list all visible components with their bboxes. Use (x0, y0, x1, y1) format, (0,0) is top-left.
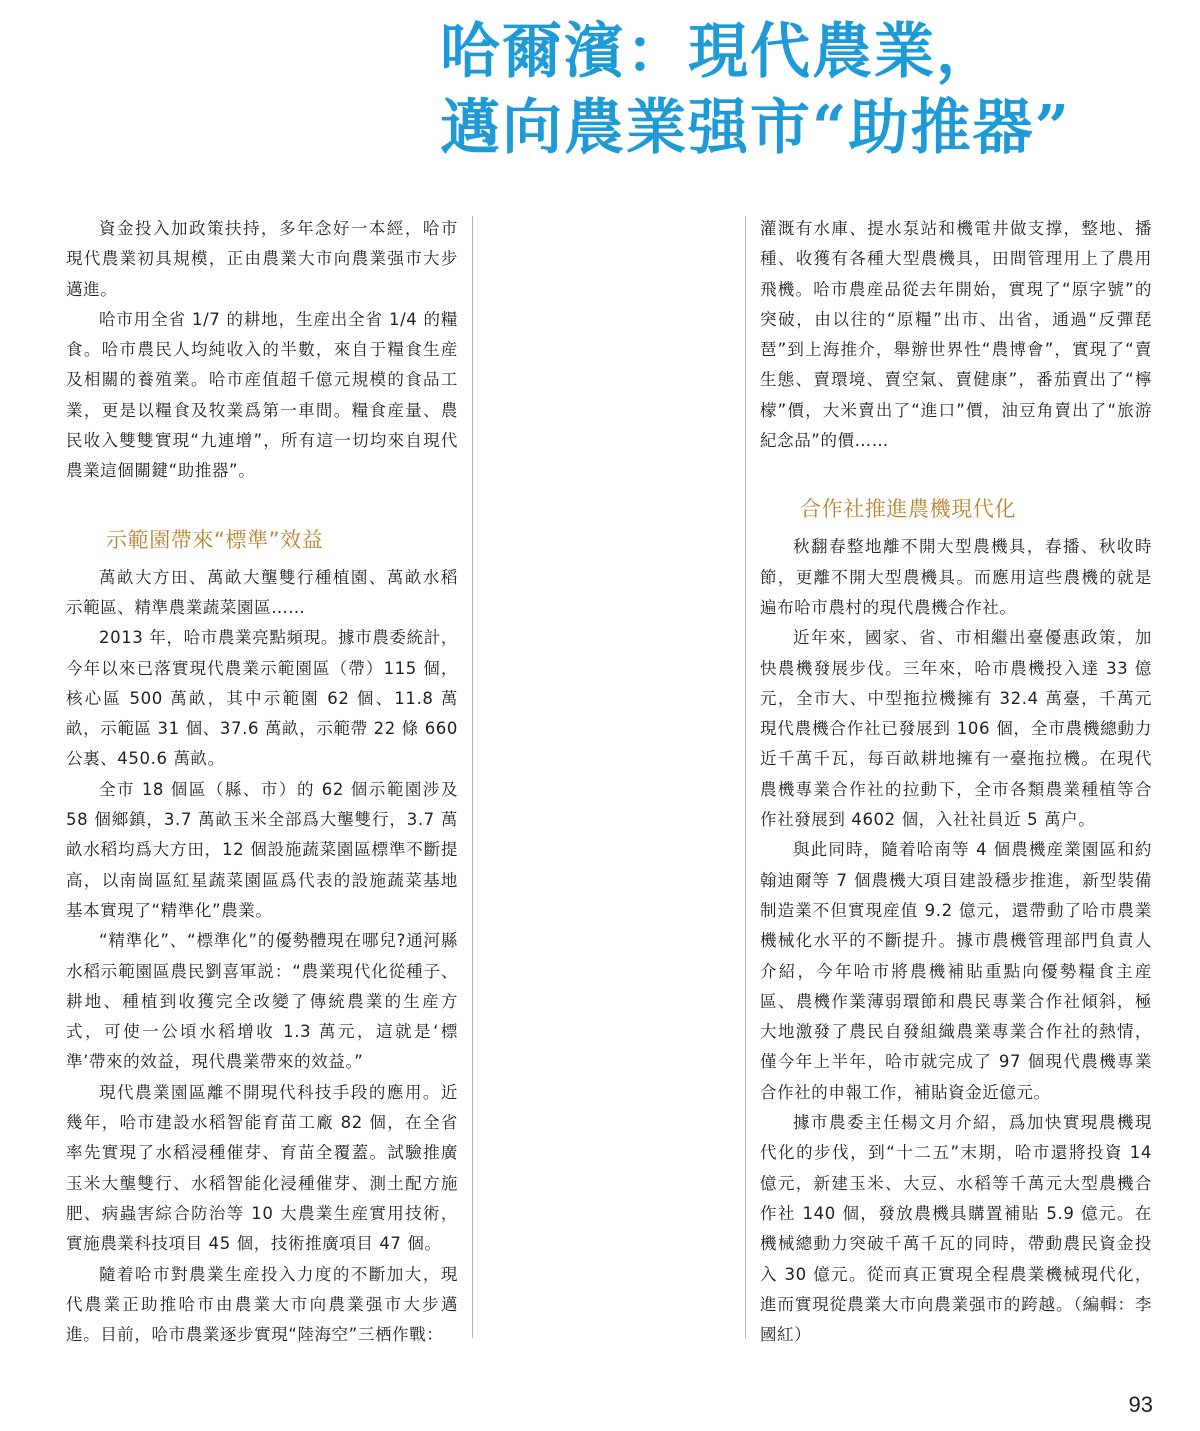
paragraph: 近年來，國家、省、市相繼出臺優惠政策，加快農機發展步伐。三年來，哈市農機投入達 33 億元，全市大、中型拖拉機擁有 32.4 萬臺，千萬元現代農機合作社已發展到 106 個，全市農機總動力近千萬千瓦，每百畝耕地擁有一臺拖拉機。在現代農機專業合作社的拉動下，全市各類農業種植等合作社發展到 4602 個，入社社員近 5 萬户。 (760, 628, 1152, 830)
paragraph: 2013 年，哈市農業亮點頻現。據市農委統計，今年以來已落實現代農業示範園區（帶）115 個，核心區 500 萬畝，其中示範園 62 個、11.8 萬畝，示範區 31 個、37.6 萬畝，示範帶 22 條 660 公裏、450.6 萬畝。 (66, 628, 458, 769)
article-column-left (66, 214, 458, 1350)
paragraph: 與此同時，隨着哈南等 4 個農機産業園區和約翰迪爾等 7 個農機大項目建設穩步推進，新型裝備制造業不但實現産值 9.2 億元，還帶動了哈市農業機械化水平的不斷提升。據市農機管理部門負責人介紹，今年哈市將農機補貼重點向優勢糧食主産區、農機作業薄弱環節和農民專業合作社傾斜，極大地激發了農民自發組織農業專業合作社的熱情，僅今年上半年，哈市就完成了 97 個現代農機專業合作社的申報工作，補貼資金近億元。 (760, 840, 1152, 1102)
paragraph: 秋翻春整地離不開大型農機具，春播、秋收時節，更離不開大型農機具。而應用這些農機的就是遍布哈市農村的現代農機合作社。 (760, 537, 1152, 617)
paragraph: 全市 18 個區（縣、市）的 62 個示範園涉及 58 個鄉鎮，3.7 萬畝玉米全部爲大壟雙行，3.7 萬畝水稻均爲大方田，12 個設施蔬菜園區標準不斷提高，以南崗區紅星蔬菜園區爲代表的設施蔬菜基地基本實現了“精準化”農業。 (66, 779, 458, 920)
title-line-2: 邁向農業强市“助推器” (440, 93, 1072, 163)
paragraph: 現代農業園區離不開現代科技手段的應用。近幾年，哈市建設水稻智能育苗工廠 82 個，在全省率先實現了水稻浸種催芽、育苗全覆蓋。試驗推廣玉米大壟雙行、水稻智能化浸種催芽、測土配方施肥、病蟲害綜合防治等 10 大農業生産實用技術，實施農業科技項目 45 個，技術推廣項目 47 個。 (66, 1082, 458, 1254)
paragraph: 資金投入加政策扶持，多年念好一本經，哈市現代農業初具規模，正由農業大市向農業强市大步邁進。 (66, 219, 458, 299)
title-line-1: 哈爾濱：現代農業， (440, 17, 998, 87)
column-divider-left (472, 216, 473, 1338)
column-divider-right (745, 216, 746, 1338)
article-column-right (760, 214, 1152, 1350)
paragraph: 隨着哈市對農業生産投入力度的不斷加大，現代農業正助推哈市由農業大市向農業强市大步邁進。目前，哈市農業逐步實現“陸海空”三栖作戰： (66, 1264, 458, 1345)
section-heading-demo-parks: 示範園帶來“標準”效益 (106, 527, 324, 552)
paragraph: 萬畝大方田、萬畝大壟雙行種植園、萬畝水稻示範區、精準農業蔬菜園區…… (66, 567, 458, 617)
paragraph: 哈市用全省 1/7 的耕地，生産出全省 1/4 的糧食。哈市農民人均純收入的半數，來自于糧食生産及相關的養殖業。哈市産值超千億元規模的食品工業，更是以糧食及牧業爲第一車間。糧食産量、農民收入雙雙實現“九連增”，所有這一切均來自現代農業這個關鍵“助推器”。 (66, 309, 458, 481)
paragraph: 據市農委主任楊文月介紹，爲加快實現農機現代化的步伐，到“十二五”末期，哈市還將投資 14 億元，新建玉米、大豆、水稻等千萬元大型農機合作社 140 個，發放農機具購置補貼 5.9 億元。在機械總動力突破千萬千瓦的同時，帶動農民資金投入 30 億元。從而真正實現全程農業機械現代化，進而實現從農業大市向農業强市的跨越。（編輯：李國紅） (760, 1113, 1152, 1345)
paragraph: “精準化”、“標準化”的優勢體現在哪兒?通河縣水稻示範園區農民劉喜軍説：“農業現代化從種子、耕地、種植到收獲完全改變了傳統農業的生産方式，可使一公頃水稻增收 1.3 萬元，這就是‘標準’帶來的效益，現代農業帶來的效益。” (66, 931, 458, 1072)
article-title (440, 14, 1180, 166)
page-number: 93 (1128, 1392, 1153, 1417)
section-heading-cooperatives: 合作社推進農機現代化 (800, 497, 1016, 522)
paragraph: 灌溉有水庫、提水泵站和機電井做支撑，整地、播種、收獲有各種大型農機具，田間管理用上了農用飛機。哈市農産品從去年開始，實現了“原字號”的突破，由以往的“原糧”出市、出省，通過“反彈琵琶”到上海推介，舉辦世界性“農博會”，實現了“賣生態、賣環境、賣空氣、賣健康”，番茄賣出了“檸檬”價，大米賣出了“進口”價，油豆角賣出了“旅游紀念品”的價…… (760, 219, 1152, 451)
